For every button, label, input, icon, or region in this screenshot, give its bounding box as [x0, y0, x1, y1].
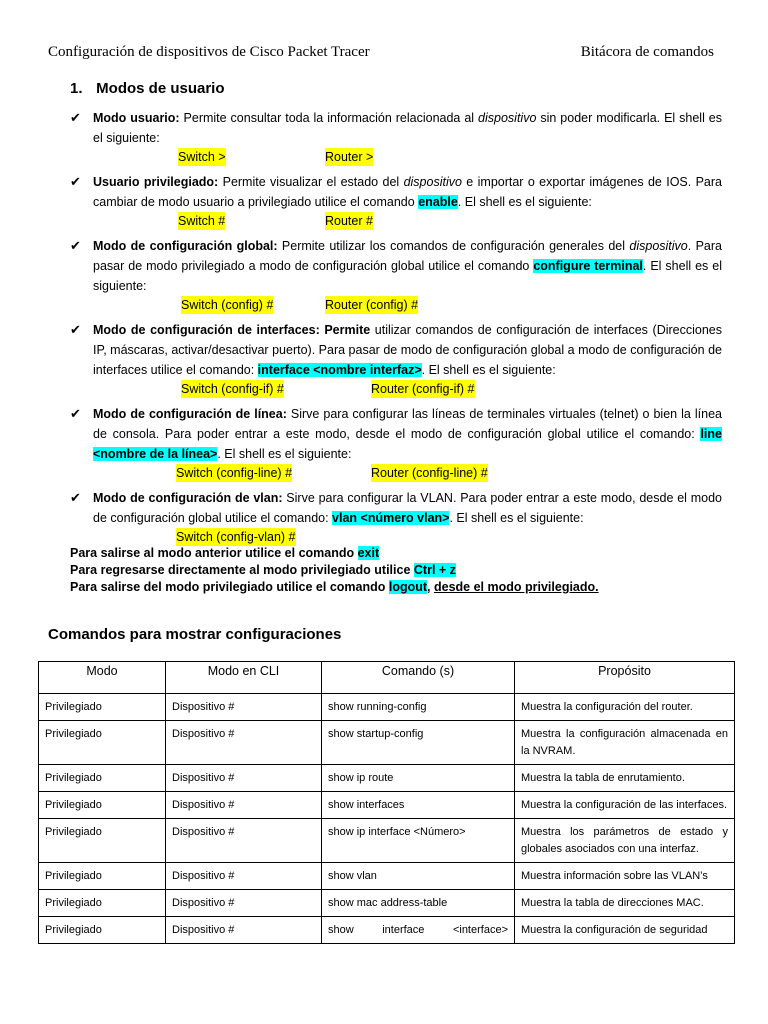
shell-router: Router (config-if) # — [371, 382, 475, 396]
shell-switch: Switch # — [178, 214, 226, 228]
command-highlight: interface <nombre interfaz> — [257, 363, 422, 377]
mode-item-config-vlan — [70, 488, 722, 546]
check-icon: ✔ — [70, 110, 81, 125]
cell-proposito: Muestra los parámetros de estado y globales asociados con una interfaz. — [515, 819, 735, 863]
exit-text: Para regresarse directamente al modo privilegiado utilice — [70, 563, 414, 577]
shell-router: Router (config-line) # — [371, 466, 488, 480]
section-title: Modos de usuario — [96, 80, 225, 97]
cell-modo: Privilegiado — [39, 890, 166, 917]
shell-switch: Switch (config) # — [181, 298, 274, 312]
mode-description — [93, 488, 722, 528]
exit-text: Para salirse al modo anterior utilice el comando — [70, 546, 358, 560]
shell-router: Router (config) # — [325, 298, 419, 312]
table-row — [39, 917, 735, 944]
mode-text: Permite consultar toda la información relacionada al — [179, 111, 479, 125]
cell-modo: Privilegiado — [39, 917, 166, 944]
mode-text: Permite utilizar los comandos de configuración generales del — [277, 239, 630, 253]
cell-modo-cli: Dispositivo # — [166, 721, 322, 765]
shell-switch: Switch > — [178, 150, 226, 164]
mode-italic: dispositivo — [629, 239, 688, 253]
commands-table — [38, 661, 735, 944]
mode-italic: dispositivo — [403, 175, 462, 189]
command-highlight: vlan <número vlan> — [332, 511, 450, 525]
check-icon: ✔ — [70, 238, 81, 253]
check-icon: ✔ — [70, 490, 81, 505]
modes-list — [70, 108, 722, 552]
cell-modo: Privilegiado — [39, 721, 166, 765]
table-row — [39, 819, 735, 863]
table-header-row — [39, 662, 735, 694]
mode-item-usuario — [70, 108, 722, 166]
mode-name: Modo de configuración de interfaces: Permite — [93, 323, 371, 337]
cell-modo-cli: Dispositivo # — [166, 863, 322, 890]
cell-modo-cli: Dispositivo # — [166, 890, 322, 917]
mode-text: sin poder modificarla. El shell es el siguiente: — [93, 111, 722, 145]
shell-router: Router > — [325, 150, 374, 164]
mode-item-config-global — [70, 236, 722, 314]
command-highlight: logout — [388, 580, 428, 594]
mode-name: Modo usuario: — [93, 111, 180, 125]
cell-modo-cli: Dispositivo # — [166, 792, 322, 819]
mode-text: Permite visualizar el estado del — [218, 175, 404, 189]
mode-text: . El shell es el siguiente: — [421, 363, 556, 377]
mode-item-privilegiado — [70, 172, 722, 230]
cell-modo-cli: Dispositivo # — [166, 917, 322, 944]
document-title: Configuración de dispositivos de Cisco Packet Tracer — [48, 44, 370, 60]
cell-proposito: Muestra la tabla de enrutamiento. — [515, 765, 735, 792]
mode-description — [93, 108, 722, 148]
column-header-comando: Comando (s) — [322, 662, 515, 694]
shell-prompts — [93, 296, 722, 314]
cell-comando: show interface <interface> — [322, 917, 515, 944]
shell-prompts — [93, 464, 722, 482]
cell-proposito: Muestra la configuración del router. — [515, 694, 735, 721]
cell-comando: show mac address-table — [322, 890, 515, 917]
cell-modo: Privilegiado — [39, 765, 166, 792]
shell-switch: Switch (config-vlan) # — [176, 530, 296, 544]
cell-proposito: Muestra la configuración de seguridad — [515, 917, 735, 944]
mode-text: . El shell es el siguiente: — [449, 511, 584, 525]
mode-description — [93, 236, 722, 296]
cell-modo: Privilegiado — [39, 819, 166, 863]
mode-italic: dispositivo — [478, 111, 537, 125]
cell-proposito: Muestra la tabla de direcciones MAC. — [515, 890, 735, 917]
command-highlight: line <nombre de la línea> — [93, 427, 722, 461]
mode-name: Modo de configuración de línea: — [93, 407, 287, 421]
mode-name: Usuario privilegiado: — [93, 175, 219, 189]
cell-comando: show vlan — [322, 863, 515, 890]
shell-prompts — [93, 528, 722, 546]
mode-text: . El shell es el siguiente: — [217, 447, 352, 461]
cell-comando: show running-config — [322, 694, 515, 721]
cell-modo: Privilegiado — [39, 694, 166, 721]
mode-item-config-interfaces — [70, 320, 722, 398]
document-subtitle: Bitácora de comandos — [580, 44, 714, 60]
mode-name: Modo de configuración global: — [93, 239, 278, 253]
command-highlight: enable — [418, 195, 458, 209]
cell-comando: show startup-config — [322, 721, 515, 765]
section-number: 1. — [70, 80, 83, 97]
shell-router: Router # — [325, 214, 373, 228]
mode-text: utilizar comandos de configuración de interfaces (Direcciones IP, máscaras, activar/desactivar puerto). Para pasar de modo de configuración global a modo de configuración de interfaces utilice el comando: — [93, 323, 722, 377]
mode-text: . El shell es el siguiente: — [93, 259, 723, 293]
column-header-modo-cli: Modo en CLI — [166, 662, 322, 694]
cell-comando: show interfaces — [322, 792, 515, 819]
shell-prompts — [93, 380, 722, 398]
table-row — [39, 890, 735, 917]
command-highlight: Ctrl + z — [413, 563, 456, 577]
shell-prompts — [93, 212, 722, 230]
cell-comando: show ip interface <Número> — [322, 819, 515, 863]
cell-modo-cli: Dispositivo # — [166, 765, 322, 792]
page-header — [48, 44, 714, 64]
shell-prompts — [93, 148, 722, 166]
cell-modo-cli: Dispositivo # — [166, 694, 322, 721]
column-header-modo: Modo — [39, 662, 166, 694]
mode-name: Modo de configuración de vlan: — [93, 491, 283, 505]
cell-proposito: Muestra información sobre las VLAN’s — [515, 863, 735, 890]
exit-separator: , — [427, 580, 434, 594]
cell-proposito: Muestra la configuración almacenada en la NVRAM. — [515, 721, 735, 765]
cell-proposito: Muestra la configuración de las interfaces. — [515, 792, 735, 819]
command-highlight: configure terminal — [533, 259, 643, 273]
table-row — [39, 765, 735, 792]
mode-item-config-linea — [70, 404, 722, 482]
cell-modo: Privilegiado — [39, 863, 166, 890]
shell-switch: Switch (config-if) # — [181, 382, 284, 396]
table-row — [39, 863, 735, 890]
mode-text: e importar o exportar imágenes de IOS. Para cambiar de modo usuario a privilegiado utilice el comando — [93, 175, 722, 209]
exit-text: Para salirse del modo privilegiado utilice el comando — [70, 580, 389, 594]
cell-modo: Privilegiado — [39, 792, 166, 819]
check-icon: ✔ — [70, 174, 81, 189]
mode-text: Sirve para configurar la VLAN. Para poder entrar a este modo, desde el modo de configuración global utilice el comando: — [93, 491, 722, 525]
exit-instructions — [70, 545, 710, 596]
command-highlight: exit — [357, 546, 380, 560]
cell-comando: show ip route — [322, 765, 515, 792]
mode-description — [93, 404, 722, 464]
mode-description — [93, 320, 722, 380]
exit-underlined-text: desde el modo privilegiado. — [434, 580, 599, 594]
exit-line — [70, 579, 710, 596]
section-heading — [70, 80, 225, 97]
mode-description — [93, 172, 722, 212]
exit-line — [70, 562, 710, 579]
table-heading: Comandos para mostrar configuraciones — [48, 626, 342, 643]
table-row — [39, 792, 735, 819]
column-header-proposito: Propósito — [515, 662, 735, 694]
check-icon: ✔ — [70, 322, 81, 337]
cell-modo-cli: Dispositivo # — [166, 819, 322, 863]
shell-switch: Switch (config-line) # — [176, 466, 293, 480]
table-row — [39, 694, 735, 721]
mode-text: Sirve para configurar las líneas de terminales virtuales (telnet) o bien la línea de consola. Para poder entrar a este modo, desde el modo de configuración global utilice el comando: — [93, 407, 722, 441]
mode-text: . Para pasar de modo privilegiado a modo de configuración global utilice el comando — [93, 239, 722, 273]
check-icon: ✔ — [70, 406, 81, 421]
mode-text: . El shell es el siguiente: — [457, 195, 592, 209]
exit-line — [70, 545, 710, 562]
table-row — [39, 721, 735, 765]
